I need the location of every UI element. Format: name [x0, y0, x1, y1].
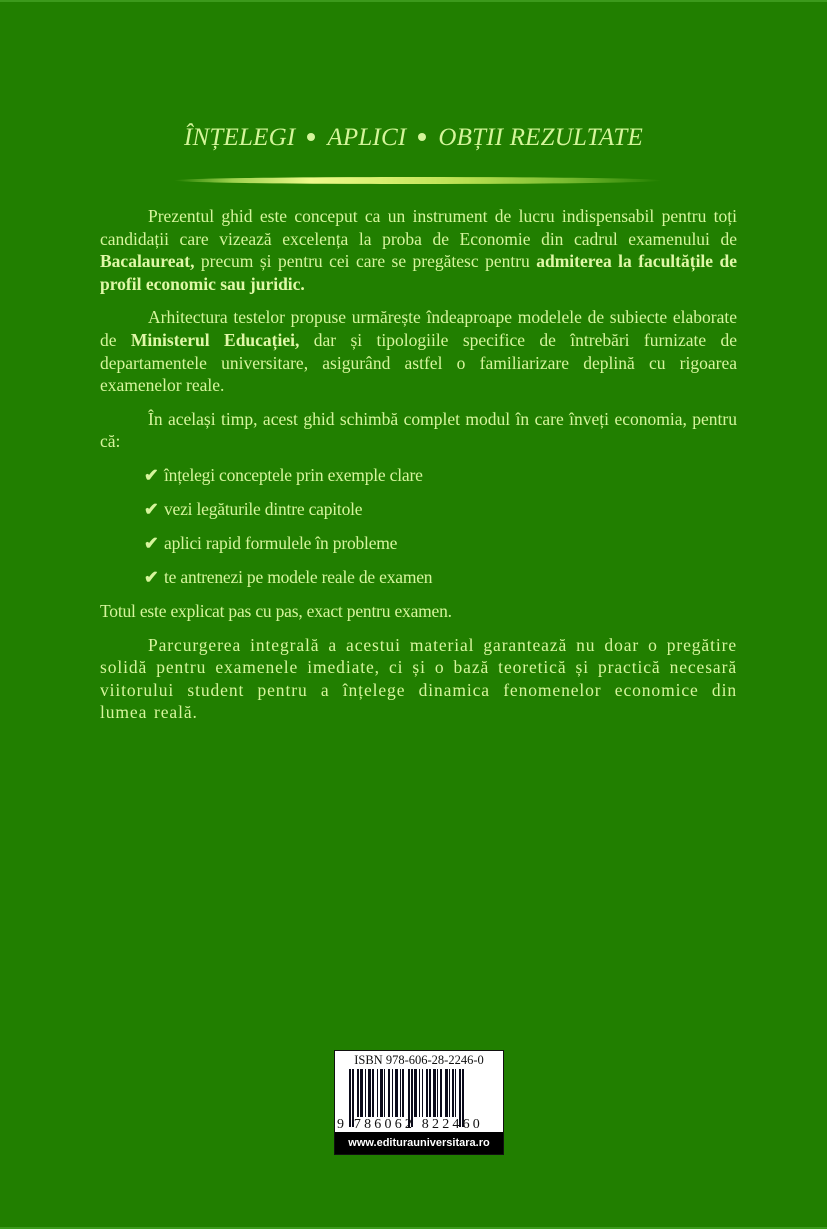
checklist-item: ✔ înțelegi conceptele prin exemple clare: [144, 464, 423, 485]
paragraph-intro: Prezentul ghid este conceput ca un instrument de lucru indispensabil pentru toți candidații care vizează excelența la proba de Economie din cadrul examenului de Bacalaureat, precum și pentru cei care se pregătesc pentru admiterea la facultățile de profil economic sau juridic.: [100, 206, 738, 294]
tagline: [0, 124, 827, 152]
isbn-label: ISBN 978-606-28-2246-0: [354, 1053, 484, 1067]
checklist-item: ✔ aplici rapid formulele în probleme: [144, 532, 398, 553]
publisher-url: www.editurauniversitara.ro: [335, 1132, 503, 1154]
checkmark-icon: ✔: [144, 498, 159, 519]
checklist-item: ✔ te antrenezi pe modele reale de examen: [144, 566, 433, 587]
paragraph-approach: În același timp, acest ghid schimbă complet modul în care înveți economia, pentru că:: [100, 408, 737, 452]
checkmark-icon: ✔: [144, 566, 159, 587]
bold-admission: admiterea la facultățile de profil economic sau juridic.: [100, 251, 738, 294]
tagline-results: OBȚII REZULTATE: [438, 124, 643, 151]
checkmark-icon: ✔: [144, 464, 159, 485]
checklist-item: ✔ vezi legăturile dintre capitole: [144, 498, 363, 519]
tagline-understand: ÎNȚELEGI: [184, 124, 296, 151]
paragraph-conclusion: Parcurgerea integrală a acestui material garantează nu doar o pregătire solidă pentru examenele imediate, ci și o bază teoretică și practică necesară viitorului student pentru a înțelege dinamica fenomenelor economice din lumea reală.: [100, 634, 737, 723]
decorative-glow-divider: [174, 177, 662, 184]
checkmark-icon: ✔: [144, 532, 159, 553]
barcode-digits: 9 786062 822460: [337, 1117, 483, 1132]
back-cover-text: [100, 205, 737, 735]
bold-ministry: Ministerul Educației,: [130, 329, 300, 350]
benefits-checklist: [100, 464, 737, 589]
tagline-apply: APLICI: [327, 124, 407, 151]
paragraph-architecture: Arhitectura testelor propuse urmărește îndeaproape modelele de subiecte elaborate de Ministerul Educației, dar și tipologiile specifice de întrebări furnizate de departamentele universitare, asigurând astfel o familiarizare deplină cu rigoarea examenelor reale.: [100, 307, 737, 396]
bullet-dot-icon: [307, 133, 315, 141]
bullet-dot-icon: [418, 133, 426, 141]
summary-line: Totul este explicat pas cu pas, exact pentru examen.: [100, 600, 452, 621]
bold-bacalaureat: Bacalaureat,: [100, 251, 195, 272]
isbn-barcode: [334, 1050, 504, 1155]
top-edge: [0, 0, 827, 2]
